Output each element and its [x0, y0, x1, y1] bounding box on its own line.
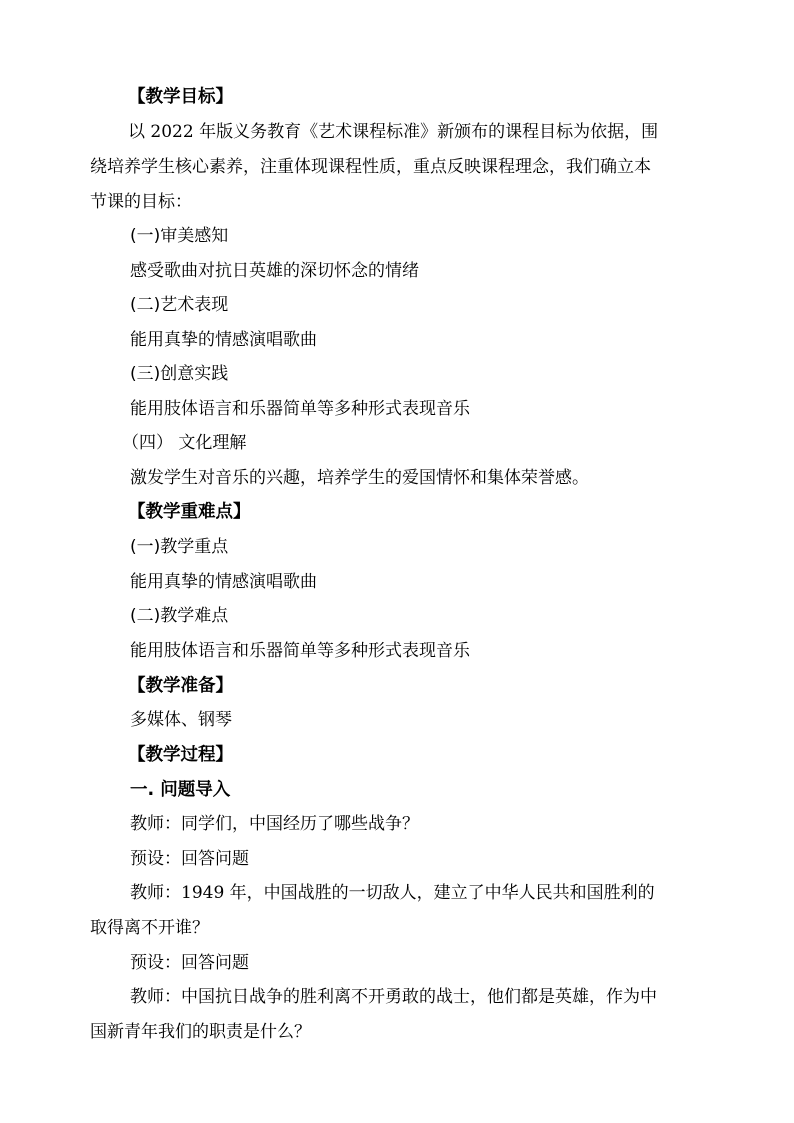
- subheading-creative-practice: (三)创意实践: [130, 364, 229, 384]
- paragraph-line: 能用肢体语言和乐器简单等多种形式表现音乐: [130, 399, 470, 419]
- paragraph-line: 能用肢体语言和乐器简单等多种形式表现音乐: [130, 641, 470, 661]
- paragraph-line: 以 2022 年版义务教育《艺术课程标准》新颁布的课程目标为依据，围: [128, 122, 659, 142]
- paragraph-line: 教师：同学们，中国经历了哪些战争？: [130, 814, 419, 834]
- paragraph-line: 国新青年我们的职责是什么？: [90, 1022, 311, 1042]
- paragraph-line: 取得离不开谁？: [90, 918, 209, 938]
- paragraph-line: 绕培养学生核心素养，注重体现课程性质，重点反映课程理念，我们确立本: [90, 157, 651, 177]
- subheading-key-points: (一)教学重点: [130, 537, 229, 557]
- paragraph-line: 预设：回答问题: [130, 849, 249, 869]
- paragraph-line: 节课的目标：: [90, 192, 192, 212]
- subheading-question-introduction: 一. 问题导入: [130, 780, 231, 800]
- paragraph-line: 能用真挚的情感演唱歌曲: [130, 330, 317, 350]
- subheading-artistic-expression: (二)艺术表现: [130, 295, 229, 315]
- heading-teaching-process: 【教学过程】: [128, 745, 233, 765]
- heading-key-difficult-points: 【教学重难点】: [128, 502, 251, 522]
- paragraph-line: 感受歌曲对抗日英雄的深切怀念的情绪: [130, 261, 419, 281]
- subheading-difficult-points: (二)教学难点: [130, 606, 229, 626]
- subheading-aesthetic-perception: (一)审美感知: [130, 226, 229, 246]
- paragraph-line: 能用真挚的情感演唱歌曲: [130, 572, 317, 592]
- paragraph-line: 教师：1949 年，中国战胜的一切敌人，建立了中华人民共和国胜利的: [130, 883, 655, 903]
- heading-teaching-objectives: 【教学目标】: [128, 87, 233, 107]
- paragraph-line: 多媒体、钢琴: [130, 710, 232, 730]
- paragraph-line: 激发学生对音乐的兴趣，培养学生的爱国情怀和集体荣誉感。: [130, 468, 589, 488]
- subheading-cultural-understanding: （四） 文化理解: [122, 433, 247, 453]
- heading-teaching-preparation: 【教学准备】: [128, 676, 233, 696]
- paragraph-line: 教师：中国抗日战争的胜利离不开勇敢的战士，他们都是英雄，作为中: [130, 987, 657, 1007]
- paragraph-line: 预设：回答问题: [130, 953, 249, 973]
